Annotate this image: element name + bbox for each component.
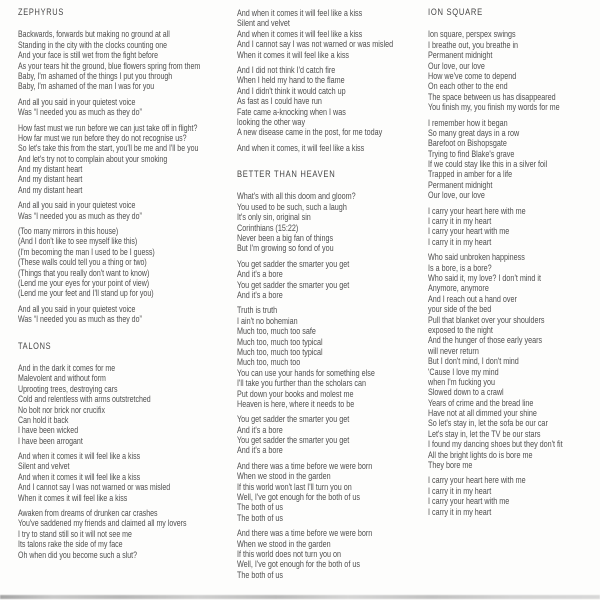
lyric-line: Have not at all dimmed your shine bbox=[428, 408, 537, 419]
lyric-line: I carry it in my heart bbox=[428, 236, 492, 247]
song-block bbox=[18, 342, 236, 560]
lyric-line: On each other to the end bbox=[428, 81, 508, 92]
lyric-line: The space between us has disappeared bbox=[428, 91, 556, 102]
lyric-line: How far must we run before they do not recognise us? bbox=[18, 132, 187, 143]
lyric-line: 'Cause I love my mind bbox=[428, 366, 499, 377]
song-title: BETTER THAN HEAVEN bbox=[237, 169, 336, 181]
lyric-line: Barefoot on Bishopsgate bbox=[428, 138, 507, 149]
lyric-line: How fast must we run before we can just take off in flight? bbox=[18, 122, 198, 133]
lyric-line: You get sadder the smarter you get bbox=[237, 258, 350, 269]
lyric-line: And there was a time before we were born bbox=[237, 528, 373, 539]
lyric-line: You can use your hands for something else bbox=[237, 367, 375, 378]
lyric-line: And my distant heart bbox=[18, 164, 83, 175]
stanza bbox=[237, 305, 425, 409]
lyric-line: Our love, our love bbox=[428, 190, 485, 201]
lyric-line: And all you said in your quietest voice bbox=[18, 96, 136, 107]
lyric-line: when I'm fucking you bbox=[428, 376, 496, 387]
lyric-line: The both of us bbox=[237, 512, 284, 523]
lyric-line: And your face is still wet from the fight before bbox=[18, 50, 159, 61]
lyric-line: A new disease came in the post, for me today bbox=[237, 127, 383, 138]
lyric-line: You get sadder the smarter you get bbox=[237, 279, 350, 290]
lyric-line: Much too, much too safe bbox=[237, 326, 316, 337]
song-title: TALONS bbox=[18, 340, 52, 352]
stanza bbox=[237, 191, 425, 253]
lyric-line: Trying to find Blake's grave bbox=[428, 148, 515, 159]
lyric-line: (I'm becoming the man I used to be I guess) bbox=[18, 246, 155, 257]
lyric-line: Was “I needed you as much as they do” bbox=[18, 210, 142, 221]
lyric-line: Well, I've got enough for the both of us bbox=[237, 559, 360, 570]
lyric-line: And I didn't think it would catch up bbox=[237, 85, 346, 96]
stanza bbox=[237, 259, 425, 301]
stanza bbox=[18, 508, 236, 560]
lyric-line: And it's a bore bbox=[237, 290, 283, 300]
lyric-line: So many great days in a row bbox=[428, 127, 520, 138]
lyric-line: Malevolent and without form bbox=[18, 373, 106, 384]
lyric-line: Anymore, anymore bbox=[428, 283, 489, 294]
lyric-line: And I cannot say I was not warned or was misled bbox=[237, 39, 394, 50]
lyric-line: You get sadder the smarter you get bbox=[237, 435, 350, 446]
lyric-line: Our love, our love bbox=[428, 60, 485, 71]
stanza bbox=[237, 414, 425, 456]
lyric-line: Awaken from dreams of drunken car crashes bbox=[18, 508, 158, 519]
lyric-line: Slowed down to a crawl bbox=[428, 387, 504, 398]
stanza bbox=[237, 8, 425, 60]
lyric-line: And when it comes it will feel like a kiss bbox=[237, 28, 363, 39]
lyric-line: Baby, I'm ashamed of the man I was for you bbox=[18, 81, 155, 92]
lyric-line: looking the other way bbox=[237, 116, 306, 127]
stanza bbox=[237, 143, 425, 153]
lyrics-column-left bbox=[18, 8, 236, 565]
scan-edge-shadow bbox=[0, 595, 600, 599]
lyric-line: I carry your heart here with me bbox=[428, 205, 526, 216]
lyric-line: I carry your heart here with me bbox=[428, 475, 526, 486]
lyric-line: And my distant heart bbox=[18, 184, 83, 195]
lyric-line: If we could stay like this in a silver foil bbox=[428, 159, 548, 170]
lyric-line: But I don't mind, I don't mind bbox=[428, 356, 519, 367]
lyric-line: Backwards, forwards but making no ground at all bbox=[18, 29, 170, 40]
lyric-line: So let's take this from the start, you'll be me and I'll be you bbox=[18, 143, 199, 154]
stanza bbox=[18, 29, 236, 91]
lyric-line: Trapped in amber for a life bbox=[428, 169, 513, 180]
lyric-line: When it comes it will feel like a kiss bbox=[18, 492, 128, 503]
stanza bbox=[18, 451, 236, 503]
stanza bbox=[18, 304, 236, 325]
lyric-line: Uprooting trees, destroying cars bbox=[18, 383, 118, 394]
lyric-line: You've saddened my friends and claimed all my lovers bbox=[18, 518, 187, 529]
lyric-line: I carry it in my heart bbox=[428, 506, 492, 517]
lyric-line: And it's a bore bbox=[237, 269, 283, 280]
lyric-line: Silent and velvet bbox=[237, 18, 290, 29]
lyric-line: Is a bore, is a bore? bbox=[428, 262, 492, 273]
lyric-line: I have been wicked bbox=[18, 425, 79, 436]
lyric-line: And I cannot say I was not warned or was misled bbox=[18, 482, 171, 493]
stanza bbox=[428, 206, 596, 248]
lyric-line: Heaven is here, where it needs to be bbox=[237, 398, 355, 409]
lyric-line: Much too, much too bbox=[237, 357, 301, 368]
lyric-line: I found my dancing shoes but they don't fit bbox=[428, 439, 563, 450]
lyric-line: Ion square, perspex swings bbox=[428, 29, 516, 40]
song-block bbox=[18, 8, 236, 325]
lyric-line: Silent and velvet bbox=[18, 461, 70, 472]
lyric-line: Can hold it back bbox=[18, 414, 69, 425]
lyric-line: (Things that you really don't want to know) bbox=[18, 267, 150, 278]
lyric-line: What's with all this doom and gloom? bbox=[237, 191, 356, 202]
lyric-line: Much too, much too typical bbox=[237, 346, 323, 357]
lyric-line: If this world won't last I'll turn you on bbox=[237, 481, 352, 492]
lyric-line: Never been a big fan of things bbox=[237, 233, 334, 244]
song-block-continued bbox=[237, 8, 425, 153]
song-title: ZEPHYRUS bbox=[18, 7, 64, 18]
stanza bbox=[237, 65, 425, 138]
lyric-line: Permanent midnight bbox=[428, 179, 493, 190]
lyric-line: They bore me bbox=[428, 460, 473, 471]
lyric-line: And there was a time before we were born bbox=[237, 460, 373, 471]
song-title: ION SQUARE bbox=[428, 7, 483, 18]
stanza bbox=[18, 97, 236, 118]
lyric-line: exposed to the night bbox=[428, 324, 493, 335]
lyric-line: (Lend me your feet and I'll stand up for you) bbox=[18, 288, 154, 299]
stanza bbox=[18, 123, 236, 196]
lyric-line: Fate came a-knocking when I was bbox=[237, 106, 346, 117]
lyric-line: The both of us bbox=[237, 502, 284, 513]
lyric-line: (And I don't like to see myself like this) bbox=[18, 236, 138, 247]
stanza bbox=[237, 461, 425, 523]
lyric-line: your side of the bed bbox=[428, 304, 492, 315]
lyric-line: I carry your heart with me bbox=[428, 496, 510, 507]
lyric-line: Standing in the city with the clocks counting one bbox=[18, 39, 168, 50]
lyric-line: Let's stay in, let the TV be our stars bbox=[428, 428, 541, 439]
lyric-line: Well, I've got enough for the both of us bbox=[237, 492, 360, 503]
lyric-line: You get sadder the smarter you get bbox=[237, 414, 350, 425]
lyric-line: Baby, I'm ashamed of the things I put you through bbox=[18, 70, 173, 81]
lyric-line: And when it comes it will feel like a kiss bbox=[18, 451, 141, 462]
lyric-line: And all you said in your quietest voice bbox=[18, 303, 136, 314]
lyric-line: When we stood in the garden bbox=[237, 538, 331, 549]
lyric-line: Much too, much too typical bbox=[237, 336, 323, 347]
lyric-line: Years of crime and the bread line bbox=[428, 397, 534, 408]
lyric-line: And when it comes, it will feel like a kiss bbox=[237, 142, 365, 153]
lyric-line: All the bright lights do is bore me bbox=[428, 449, 533, 460]
lyric-line: I remember how it began bbox=[428, 117, 508, 128]
lyric-line: And my distant heart bbox=[18, 174, 83, 185]
lyric-line: And let's try not to complain about your smoking bbox=[18, 153, 168, 164]
lyric-line: I'll take you further than the scholars can bbox=[237, 378, 367, 389]
lyric-line: I carry your heart with me bbox=[428, 226, 510, 237]
lyric-line: And it's a bore bbox=[237, 445, 283, 456]
lyrics-column-right bbox=[428, 8, 596, 522]
lyric-line: And it's a bore bbox=[237, 424, 283, 435]
stanza bbox=[18, 226, 236, 299]
lyric-line: And all you said in your quietest voice bbox=[18, 200, 136, 211]
stanza bbox=[428, 252, 596, 470]
lyric-line: Its talons rake the side of my face bbox=[18, 539, 123, 550]
stanza bbox=[18, 200, 236, 221]
lyric-line: I have been arrogant bbox=[18, 435, 83, 446]
lyric-line: Oh when did you become such a slut? bbox=[18, 549, 138, 560]
lyric-line: So let's stay in, let the sofa be our car bbox=[428, 418, 548, 429]
song-block bbox=[237, 170, 425, 580]
lyric-line: And when it comes it will feel like a kiss bbox=[18, 471, 141, 482]
stanza bbox=[428, 29, 596, 112]
lyric-line: As your tears hit the ground, blue flowers spring from them bbox=[18, 60, 201, 71]
lyric-line: As fast as I could have run bbox=[237, 96, 322, 107]
stanza bbox=[18, 363, 236, 446]
lyric-line: When we stood in the garden bbox=[237, 471, 331, 482]
lyric-line: And I did not think I'd catch fire bbox=[237, 64, 336, 75]
lyric-line: The both of us bbox=[237, 569, 284, 580]
song-block bbox=[428, 8, 596, 517]
lyric-line: (Too many mirrors in this house) bbox=[18, 226, 119, 237]
lyric-line: When I held my hand to the flame bbox=[237, 75, 345, 86]
lyric-line: I carry it in my heart bbox=[428, 485, 492, 496]
lyric-line: Was “I needed you as much as they do” bbox=[18, 314, 142, 325]
lyric-line: Was “I needed you as much as they do” bbox=[18, 107, 142, 118]
lyric-line: When it comes it will feel like a kiss bbox=[237, 49, 350, 60]
lyric-line: Permanent midnight bbox=[428, 50, 493, 61]
lyric-line: It's only sin, original sin bbox=[237, 212, 311, 223]
lyric-line: And I reach out a hand over bbox=[428, 293, 517, 304]
lyric-line: Pull that blanket over your shoulders bbox=[428, 314, 545, 325]
lyric-line: You finish my, you finish my words for me bbox=[428, 102, 560, 113]
lyric-line: (These walls could tell you a thing or two) bbox=[18, 257, 147, 268]
lyric-line: I try to stand still so it will not see me bbox=[18, 528, 132, 539]
lyric-line: Who said it, my love? I don't mind it bbox=[428, 273, 542, 283]
lyric-line: Corinthians (15:22) bbox=[237, 222, 299, 233]
lyric-line: No bolt nor brick nor crucifix bbox=[18, 404, 106, 415]
lyric-line: If this world does not turn you on bbox=[237, 548, 342, 559]
lyric-line: How we've come to depend bbox=[428, 70, 517, 81]
lyric-line: I breathe out, you breathe in bbox=[428, 39, 519, 50]
lyric-line: Who said unbroken happiness bbox=[428, 252, 525, 263]
stanza bbox=[237, 528, 425, 580]
lyric-line: And when it comes it will feel like a kiss bbox=[237, 8, 363, 18]
lyric-line: (Lend me your eyes for your point of view) bbox=[18, 278, 150, 288]
stanza bbox=[428, 118, 596, 201]
lyric-line: I carry it in my heart bbox=[428, 216, 492, 227]
lyric-line: Put down your books and molest me bbox=[237, 388, 354, 399]
lyrics-column-middle bbox=[237, 8, 425, 585]
lyric-line: Truth is truth bbox=[237, 305, 278, 316]
lyric-line: I ain't no bohemian bbox=[237, 315, 298, 326]
lyric-line: And in the dark it comes for me bbox=[18, 362, 116, 373]
lyric-line: You used to be such, such a laugh bbox=[237, 201, 347, 212]
lyric-line: will never return bbox=[428, 345, 479, 356]
lyric-line: But I'm growing so fond of you bbox=[237, 243, 334, 254]
lyric-line: Cold and relentless with arms outstretched bbox=[18, 394, 151, 405]
lyric-line: And the hunger of those early years bbox=[428, 335, 543, 346]
stanza bbox=[428, 475, 596, 517]
